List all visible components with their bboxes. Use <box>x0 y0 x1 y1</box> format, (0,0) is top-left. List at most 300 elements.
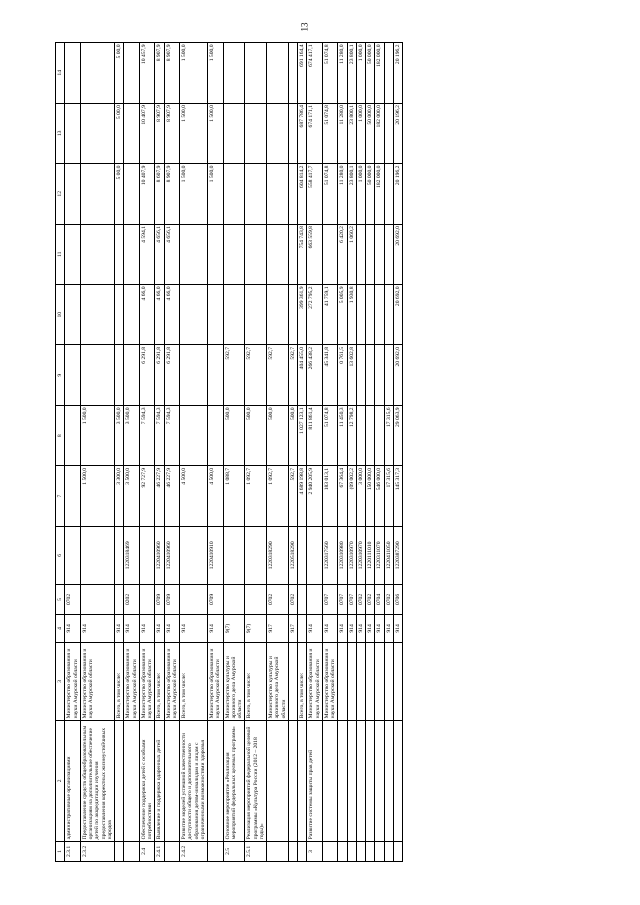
cell-1: 2.3.2 <box>80 841 114 861</box>
cell-13: 10 407,9 <box>139 103 155 163</box>
cell-6 <box>245 526 267 584</box>
cell-8 <box>208 405 224 465</box>
cell-13: 8 907,9 <box>164 103 180 163</box>
cell-9 <box>375 345 384 405</box>
cell-2 <box>338 720 347 841</box>
cell-1 <box>366 841 375 861</box>
table-row <box>223 43 245 862</box>
cell-10: 4 66,0 <box>139 285 155 345</box>
col-header-4: 4 <box>56 615 65 643</box>
table-row <box>322 43 338 862</box>
cell-5: 0702 <box>384 584 393 614</box>
cell-1 <box>298 841 307 861</box>
cell-9 <box>124 345 140 405</box>
cell-12: 1 000,0 <box>356 164 365 224</box>
cell-6 <box>65 526 81 584</box>
cell-6: 1220317560 <box>322 526 338 584</box>
table-row <box>164 43 180 862</box>
cell-9: 6 291,8 <box>139 345 155 405</box>
cell-5: 0706 <box>393 584 402 614</box>
cell-14: 182 000,0 <box>375 43 384 104</box>
cell-3: Всего, в том числе: <box>115 642 124 720</box>
cell-3: Министерство образования и науки Амурской области <box>208 642 224 720</box>
cell-7: 592,7 <box>288 466 297 526</box>
cell-3: Министерство образования и науки Амурской области <box>164 642 180 720</box>
table-row <box>366 43 375 862</box>
cell-7: 46 227,9 <box>164 466 180 526</box>
cell-5: 0202 <box>124 584 140 614</box>
cell-4: 914 <box>80 615 114 643</box>
cell-8: 12 798,2 <box>347 405 356 465</box>
cell-9 <box>356 345 365 405</box>
cell-1 <box>347 841 356 861</box>
cell-2: Обеспечение поддержки детей с особыми потребностями <box>139 720 155 841</box>
cell-14: 1 000,0 <box>356 43 365 104</box>
cell-2 <box>298 720 307 841</box>
cell-4: 914 <box>384 615 393 643</box>
cell-7: 1 092,7 <box>245 466 267 526</box>
cell-4: 914 <box>164 615 180 643</box>
cell-13 <box>245 103 267 163</box>
cell-11: 754 743,8 <box>298 224 307 284</box>
cell-1 <box>124 841 140 861</box>
cell-13 <box>288 103 297 163</box>
cell-4: 914 <box>366 615 375 643</box>
cell-10 <box>223 285 245 345</box>
cell-3 <box>338 642 347 720</box>
cell-7: (09 002,2 <box>347 466 356 526</box>
cell-8 <box>356 405 365 465</box>
table-row <box>155 43 164 862</box>
cell-12: 8 607,9 <box>155 164 164 224</box>
cell-10 <box>366 285 375 345</box>
cell-2 <box>356 720 365 841</box>
cell-1: 2.3.1 <box>65 841 81 861</box>
cell-2 <box>164 720 180 841</box>
cell-13: 1 000,0 <box>356 103 365 163</box>
cell-6: 1220310970 <box>356 526 365 584</box>
cell-4: 914 <box>338 615 347 643</box>
cell-5 <box>139 584 155 614</box>
cell-5: 0702 <box>356 584 365 614</box>
cell-1 <box>288 841 297 861</box>
cell-3: Министерство культуры и архивного дела Амурской области <box>223 642 245 720</box>
cell-10: 399 361,9 <box>298 285 307 345</box>
table-row <box>80 43 114 862</box>
cell-4 <box>298 615 307 643</box>
cell-12: 1 500,0 <box>208 164 224 224</box>
table-row <box>115 43 124 862</box>
cell-10: 4 66,0 <box>155 285 164 345</box>
cell-7: 145 317,3 <box>393 466 402 526</box>
cell-2 <box>115 720 124 841</box>
cell-10: 1 930,8 <box>347 285 356 345</box>
cell-4: 9(7) <box>223 615 245 643</box>
table-row <box>393 43 402 862</box>
cell-1 <box>375 841 384 861</box>
cell-13 <box>384 103 393 163</box>
cell-3: Всего, в том числе: <box>298 642 307 720</box>
cell-3 <box>384 642 393 720</box>
cell-14 <box>80 43 114 104</box>
cell-12 <box>80 164 114 224</box>
cell-11: 4 656,1 <box>155 224 164 284</box>
cell-11 <box>366 224 375 284</box>
cell-12 <box>245 164 267 224</box>
cell-13: 20 196,2 <box>393 103 402 163</box>
cell-5: 0702 <box>65 584 81 614</box>
cell-6: 1220310980 <box>338 526 347 584</box>
cell-1: 2.4 <box>139 841 155 861</box>
cell-7: 67 364,4 <box>338 466 347 526</box>
cell-9: 592,7 <box>267 345 289 405</box>
cell-14 <box>288 43 297 104</box>
cell-14 <box>245 43 267 104</box>
cell-6 <box>139 526 155 584</box>
cell-9: 0 761,5 <box>338 345 347 405</box>
cell-8: 51 074,8 <box>322 405 338 465</box>
cell-8: 3 500,0 <box>115 405 124 465</box>
cell-6: 1220411050 <box>384 526 393 584</box>
cell-13: 50 000,0 <box>366 103 375 163</box>
budget-table-container <box>55 42 585 862</box>
cell-3: Министерство образования и науки Амурской области <box>80 642 114 720</box>
cell-1 <box>322 841 338 861</box>
table-row <box>267 43 289 862</box>
cell-2 <box>366 720 375 841</box>
cell-2 <box>288 720 297 841</box>
cell-6: 1220387290 <box>393 526 402 584</box>
cell-8: 1 500,0 <box>80 405 114 465</box>
cell-3: Министерство образования и науки Амурской области <box>124 642 140 720</box>
cell-7: 3 300,0 <box>115 466 124 526</box>
cell-5: 0702 <box>288 584 297 614</box>
cell-13: 1 500,0 <box>208 103 224 163</box>
cell-10 <box>124 285 140 345</box>
col-header-13: 13 <box>56 103 65 163</box>
cell-7: 3 500,0 <box>124 466 140 526</box>
cell-5: 0704 <box>375 584 384 614</box>
cell-7: 546 000,0 <box>375 466 384 526</box>
cell-2 <box>393 720 402 841</box>
cell-7: 2 940 205,9 <box>307 466 323 526</box>
cell-5 <box>245 584 267 614</box>
cell-2: Предоставление средств общеобразовательным организациям на дополнительное обеспечение детей по аккредитации изучения предоставления корректных жизнеустойчивых народов <box>80 720 114 841</box>
cell-8 <box>65 405 81 465</box>
cell-5: 0707 <box>347 584 356 614</box>
cell-6: 1220310970 <box>347 526 356 584</box>
cell-2 <box>322 720 338 841</box>
cell-7: 17 315,6 <box>384 466 393 526</box>
cell-12 <box>267 164 289 224</box>
cell-5 <box>298 584 307 614</box>
cell-9 <box>80 345 114 405</box>
cell-10 <box>267 285 289 345</box>
cell-5: 0707 <box>322 584 338 614</box>
cell-6: 1220111010 <box>366 526 375 584</box>
cell-11: 6 420,2 <box>338 224 347 284</box>
cell-8: 29 063,9 <box>393 405 402 465</box>
cell-8 <box>180 405 208 465</box>
cell-9: 20 692,0 <box>393 345 402 405</box>
cell-12 <box>384 164 393 224</box>
cell-7: 3 000,0 <box>356 466 365 526</box>
cell-13: 5 00,0 <box>115 103 124 163</box>
cell-4: 917 <box>288 615 297 643</box>
cell-6 <box>307 526 323 584</box>
cell-3 <box>288 642 297 720</box>
cell-8 <box>375 405 384 465</box>
col-header-8: 8 <box>56 405 65 465</box>
col-header-7: 7 <box>56 466 65 526</box>
table-row <box>307 43 323 862</box>
cell-5 <box>180 584 208 614</box>
cell-1 <box>115 841 124 861</box>
cell-10: 41 759,1 <box>322 285 338 345</box>
cell-8 <box>366 405 375 465</box>
cell-11: 663 559,8 <box>307 224 323 284</box>
cell-11 <box>115 224 124 284</box>
cell-9 <box>366 345 375 405</box>
cell-14: 1 500,0 <box>208 43 224 104</box>
cell-8: 500,0 <box>223 405 245 465</box>
cell-10 <box>356 285 365 345</box>
cell-6: 1220518290 <box>288 526 297 584</box>
cell-14 <box>124 43 140 104</box>
cell-14: 674 417,1 <box>307 43 323 104</box>
cell-1 <box>393 841 402 861</box>
cell-2: Основное мероприятие «Реализация мероприятий федеральных целевых программ» <box>223 720 245 841</box>
cell-4: 914 <box>208 615 224 643</box>
cell-14: 50 000,0 <box>366 43 375 104</box>
cell-9 <box>384 345 393 405</box>
cell-6 <box>223 526 245 584</box>
cell-7: 4 500,0 <box>208 466 224 526</box>
cell-13: 182 000,0 <box>375 103 384 163</box>
cell-3 <box>356 642 365 720</box>
cell-2 <box>267 720 289 841</box>
cell-6: 1220311070 <box>375 526 384 584</box>
cell-5: 0702 <box>267 584 289 614</box>
cell-11 <box>288 224 297 284</box>
cell-10 <box>208 285 224 345</box>
cell-2 <box>124 720 140 841</box>
cell-1: 2.4.2 <box>180 841 208 861</box>
cell-11 <box>180 224 208 284</box>
cell-2 <box>347 720 356 841</box>
cell-14 <box>267 43 289 104</box>
cell-5: 0709 <box>155 584 164 614</box>
cell-3: Министерство образования и науки Амурской области <box>65 642 81 720</box>
cell-11: 20 692,0 <box>393 224 402 284</box>
col-header-5: 5 <box>56 584 65 614</box>
cell-2 <box>384 720 393 841</box>
cell-14: 5 00,0 <box>115 43 124 104</box>
cell-7: 92 727,9 <box>139 466 155 526</box>
cell-1 <box>338 841 347 861</box>
cell-13: 674 171,1 <box>307 103 323 163</box>
col-header-10: 10 <box>56 285 65 345</box>
cell-5: 0702 <box>366 584 375 614</box>
cell-2: Развитие моделей успешной качественности доступности общего и дополнительного образования детям-инвалидам и лицам с ограниченными возможностями здоровья <box>180 720 208 841</box>
cell-11 <box>245 224 267 284</box>
cell-3: Всего, в том числе: <box>155 642 164 720</box>
cell-12: 20 196,2 <box>393 164 402 224</box>
cell-13: 1 500,0 <box>180 103 208 163</box>
cell-6: 1220410960 <box>155 526 164 584</box>
table-row <box>384 43 393 862</box>
cell-8: 1 027 123,1 <box>298 405 307 465</box>
cell-14 <box>223 43 245 104</box>
cell-3: Министерство образования и науки Амурской области <box>139 642 155 720</box>
cell-12: 10 407,9 <box>139 164 155 224</box>
cell-5: 0707 <box>338 584 347 614</box>
cell-7: 1 500,0 <box>80 466 114 526</box>
cell-14: 8 907,9 <box>164 43 180 104</box>
cell-8: 500,0 <box>245 405 267 465</box>
cell-9: 6 291,8 <box>155 345 164 405</box>
cell-7: 46 227,9 <box>155 466 164 526</box>
cell-4: 914 <box>115 615 124 643</box>
cell-12 <box>124 164 140 224</box>
cell-10 <box>375 285 384 345</box>
cell-4: 914 <box>322 615 338 643</box>
cell-4: 914 <box>347 615 356 643</box>
cell-8: 7 594,3 <box>155 405 164 465</box>
cell-10: 20 692,0 <box>393 285 402 345</box>
cell-9 <box>208 345 224 405</box>
cell-12: 182 000,0 <box>375 164 384 224</box>
cell-9: 592,7 <box>223 345 245 405</box>
col-header-3: 3 <box>56 642 65 720</box>
cell-5: 0709 <box>164 584 180 614</box>
cell-9 <box>115 345 124 405</box>
cell-9: 592,7 <box>245 345 267 405</box>
cell-12: 50 000,0 <box>366 164 375 224</box>
page-number: 13 <box>299 22 310 32</box>
cell-12: 1 500,0 <box>180 164 208 224</box>
cell-11 <box>267 224 289 284</box>
cell-9: 13 602,8 <box>347 345 356 405</box>
cell-1 <box>267 841 289 861</box>
cell-14: 1 500,0 <box>180 43 208 104</box>
cell-11 <box>356 224 365 284</box>
cell-2: Выявление и поддержка одаренных детей <box>155 720 164 841</box>
cell-7: 183 013,1 <box>322 466 338 526</box>
cell-6: 1220410960 <box>164 526 180 584</box>
cell-4: 914 <box>180 615 208 643</box>
cell-1: 2.5 <box>223 841 245 861</box>
cell-9 <box>65 345 81 405</box>
col-header-12: 12 <box>56 164 65 224</box>
cell-4: 914 <box>375 615 384 643</box>
cell-12 <box>65 164 81 224</box>
cell-6 <box>80 526 114 584</box>
cell-1 <box>356 841 365 861</box>
cell-10: 5 005,9 <box>338 285 347 345</box>
cell-14 <box>384 43 393 104</box>
table-row <box>338 43 347 862</box>
table-row <box>356 43 365 862</box>
cell-11: 4 594,1 <box>139 224 155 284</box>
cell-8: 11 450,3 <box>338 405 347 465</box>
cell-10 <box>245 285 267 345</box>
cell-11 <box>65 224 81 284</box>
cell-6 <box>115 526 124 584</box>
cell-7: 1 088,7 <box>223 466 245 526</box>
cell-14: 11 280,0 <box>338 43 347 104</box>
cell-4: 914 <box>155 615 164 643</box>
cell-12: 558 417,7 <box>307 164 323 224</box>
cell-4: 914 <box>307 615 323 643</box>
cell-2 <box>208 720 224 841</box>
cell-1 <box>164 841 180 861</box>
cell-10 <box>288 285 297 345</box>
table-row <box>180 43 208 862</box>
cell-14: 691 164,4 <box>298 43 307 104</box>
cell-10: 4 66,0 <box>164 285 180 345</box>
cell-11 <box>80 224 114 284</box>
cell-1 <box>384 841 393 861</box>
cell-11: 4 656,1 <box>164 224 180 284</box>
cell-3 <box>393 642 402 720</box>
cell-13 <box>124 103 140 163</box>
cell-14: 8 907,9 <box>155 43 164 104</box>
cell-7 <box>65 466 81 526</box>
cell-4: 917 <box>267 615 289 643</box>
cell-8: 3 500,0 <box>124 405 140 465</box>
cell-13: 51 074,8 <box>322 103 338 163</box>
cell-11: 1 060,2 <box>347 224 356 284</box>
col-header-14: 14 <box>56 43 65 104</box>
col-header-9: 9 <box>56 345 65 405</box>
cell-1: 3 <box>307 841 323 861</box>
cell-10 <box>80 285 114 345</box>
cell-9: 266 438,2 <box>307 345 323 405</box>
cell-2: Реализация мероприятий федеральной целевой программы «Культура России (2012 – 2018 годы)» <box>245 720 267 841</box>
cell-13 <box>223 103 245 163</box>
cell-10 <box>65 285 81 345</box>
cell-13: 687 786,4 <box>298 103 307 163</box>
cell-10 <box>384 285 393 345</box>
cell-14: 10 457,9 <box>139 43 155 104</box>
cell-12: 11 280,0 <box>338 164 347 224</box>
cell-8: 7 594,3 <box>164 405 180 465</box>
table-row <box>65 43 81 862</box>
cell-4: 914 <box>124 615 140 643</box>
table-row <box>298 43 307 862</box>
cell-4: 914 <box>393 615 402 643</box>
budget-table <box>55 42 403 862</box>
cell-7: 1 092,7 <box>267 466 289 526</box>
cell-12: 23 800,1 <box>347 164 356 224</box>
cell-11 <box>208 224 224 284</box>
cell-5 <box>223 584 245 614</box>
cell-5 <box>80 584 114 614</box>
cell-8: 811 861,4 <box>307 405 323 465</box>
cell-8: 17 315,6 <box>384 405 393 465</box>
cell-11 <box>124 224 140 284</box>
cell-3: Всего, в том числе: <box>245 642 267 720</box>
cell-4: 9(7) <box>245 615 267 643</box>
cell-3: Министерство образования и науки Амурской области <box>307 642 323 720</box>
cell-11 <box>384 224 393 284</box>
cell-8: 7 594,3 <box>139 405 155 465</box>
table-row <box>288 43 297 862</box>
cell-13: 8 907,9 <box>155 103 164 163</box>
cell-7: 4 500,0 <box>180 466 208 526</box>
cell-9 <box>180 345 208 405</box>
